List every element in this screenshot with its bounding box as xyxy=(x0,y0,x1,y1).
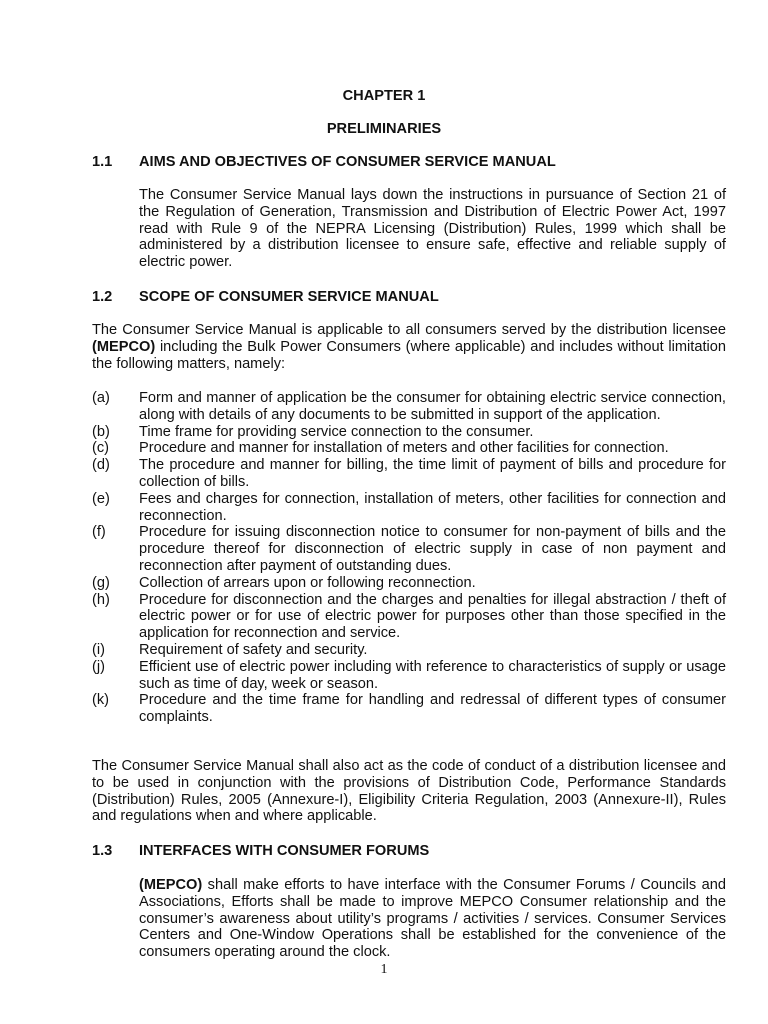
section-number: 1.2 xyxy=(92,289,113,305)
list-item-text: Form and manner of application be the consumer for obtaining electric service connection, along with details of any documents to be submitted in support of the application. xyxy=(139,390,726,423)
intro-text: The Consumer Service Manual is applicable to all consumers served by the distribution licensee xyxy=(92,322,726,338)
list-item-text: Requirement of safety and security. xyxy=(139,641,368,658)
section-1-1-heading xyxy=(92,154,556,171)
list-item-label: (g) xyxy=(92,574,110,591)
list-item-label: (c) xyxy=(92,440,110,457)
section-title: AIMS AND OBJECTIVES OF CONSUMER SERVICE MANUAL xyxy=(139,154,556,170)
list-item xyxy=(92,440,726,457)
chapter-label: CHAPTER 1 xyxy=(342,88,426,104)
list-item-text: Collection of arrears upon or following reconnection. xyxy=(139,574,476,591)
scope-list xyxy=(92,390,726,726)
section-number: 1.3 xyxy=(92,843,113,859)
list-item-text: Procedure for disconnection and the charges and penalties for illegal abstraction / theft of electric power or for use of electric power for purposes other than those specified in the application for reconnection and service. xyxy=(139,591,726,642)
list-item-label: (a) xyxy=(92,390,110,406)
list-item-label: (j) xyxy=(92,658,105,675)
licensee-name: (MEPCO) xyxy=(139,877,203,893)
list-item xyxy=(92,390,726,424)
intro-text: including the Bulk Power Consumers (where applicable) and includes without limitation the following matters, namely: xyxy=(92,338,726,372)
section-1-3-paragraph xyxy=(139,877,726,961)
chapter-title: PRELIMINARIES xyxy=(326,121,442,137)
list-item-text: Time frame for providing service connection to the consumer. xyxy=(139,423,534,440)
paragraph-text: shall make efforts to have interface with the Consumer Forums / Councils and Associations, Efforts shall be made to improve MEPCO Consumer relationship and the consumer’s awareness about utility’s programs / activities / services. Consumer Services Centers and One-Window Operations shall be established for the convenience of the consumers operating around the clock. xyxy=(139,877,726,961)
list-item-label: (b) xyxy=(92,423,110,440)
list-item xyxy=(92,592,726,642)
list-item xyxy=(92,524,726,574)
list-item-label: (d) xyxy=(92,457,110,474)
list-item xyxy=(92,692,726,726)
list-item-text: Fees and charges for connection, installation of meters, other facilities for connection and reconnection. xyxy=(139,490,726,524)
list-item-label: (h) xyxy=(92,591,110,608)
section-1-2-intro xyxy=(92,322,726,372)
licensee-name: (MEPCO) xyxy=(92,338,156,355)
list-item-label: (k) xyxy=(92,692,110,709)
list-item xyxy=(92,457,726,491)
list-item-text: The procedure and manner for billing, the time limit of payment of bills and procedure for collection of bills. xyxy=(139,457,726,490)
list-item xyxy=(92,424,726,441)
list-item-text: Procedure for issuing disconnection notice to consumer for non-payment of bills and the procedure thereof for disconnection of electric supply in case of non payment and reconnection after payment of outstanding dues. xyxy=(139,524,726,574)
list-item-label: (e) xyxy=(92,490,110,507)
section-1-2-heading xyxy=(92,289,439,306)
list-item xyxy=(92,491,726,525)
list-item-label: (i) xyxy=(92,641,105,658)
list-item-text: Procedure and the time frame for handling and redressal of different types of consumer complaints. xyxy=(139,692,726,726)
list-item-label: (f) xyxy=(92,524,106,541)
section-1-3-heading xyxy=(92,843,429,860)
list-item xyxy=(92,575,726,592)
section-title: SCOPE OF CONSUMER SERVICE MANUAL xyxy=(139,289,439,305)
list-item xyxy=(92,642,726,659)
list-item-text: Efficient use of electric power including with reference to characteristics of supply or usage such as time of day, week or season. xyxy=(139,658,726,692)
section-1-2-closing: The Consumer Service Manual shall also act as the code of conduct of a distribution licensee and to be used in conjunction with the provisions of Distribution Code, Performance Standards (Distribution) Rules, 2005 (Annexure-I), Eligibility Criteria Regulation, 2003 (Annexure-II), Rules and regulations when and where applicable. xyxy=(92,758,726,825)
section-number: 1.1 xyxy=(92,154,113,170)
section-1-1-paragraph: The Consumer Service Manual lays down the instructions in pursuance of Section 21 of the Regulation of Generation, Transmission and Distribution of Electric Power Act, 1997 read with Rule 9 of the NEPRA Licensing (Distribution) Rules, 1999 which shall be administered by a distribution licensee to ensure safe, effective and reliable supply of electric power. xyxy=(139,187,726,271)
page-number: 1 xyxy=(380,962,388,977)
list-item-text: Procedure and manner for installation of meters and other facilities for connection. xyxy=(139,440,669,457)
section-title: INTERFACES WITH CONSUMER FORUMS xyxy=(139,843,430,859)
list-item xyxy=(92,659,726,693)
